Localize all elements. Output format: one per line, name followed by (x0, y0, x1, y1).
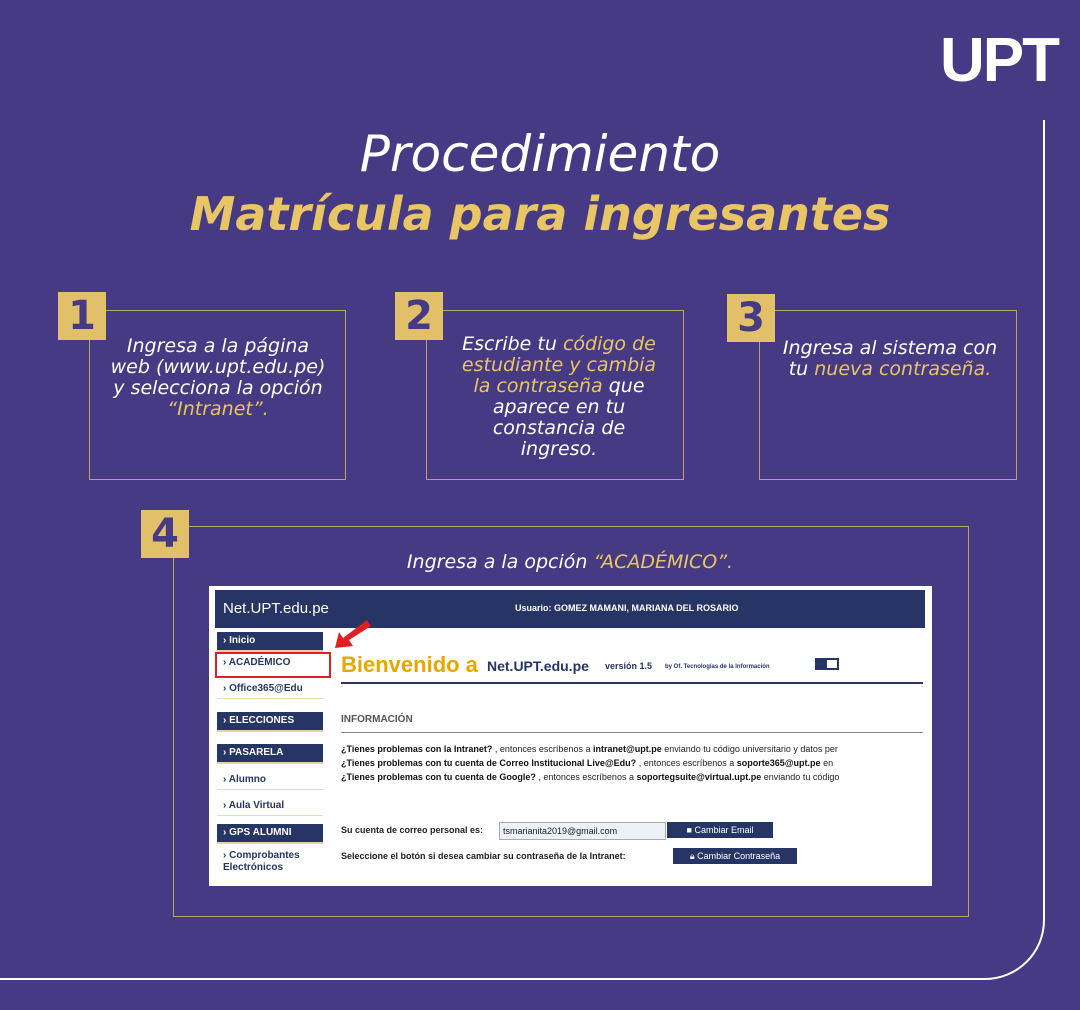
divider (341, 682, 923, 684)
problem-line: ¿Tienes problemas con la Intranet? , entonces escríbenos a intranet@upt.pe enviando tu código universitario y datos per (341, 744, 838, 754)
step-4-number: 4 (141, 510, 189, 558)
user-name: Usuario: GOMEZ MAMANI, MARIANA DEL ROSARIO (515, 603, 739, 613)
nav-aula-virtual[interactable]: › Aula Virtual (217, 797, 323, 816)
welcome-title: Bienvenido a (341, 652, 478, 677)
nav-academico[interactable]: › ACADÉMICO (223, 657, 291, 668)
upt-logo: UPT (940, 26, 1058, 95)
welcome-brand: Net.UPT.edu.pe (487, 658, 589, 674)
intranet-screenshot (209, 586, 932, 886)
highlight-box (215, 652, 331, 678)
email-field[interactable]: tsmarianita2019@gmail.com (499, 822, 666, 840)
email-label: Su cuenta de correo personal es: (341, 825, 484, 835)
problem-line: ¿Tienes problemas con tu cuenta de Google? , entonces escríbenos a soportegsuite@virtual.upt.pe enviando tu código (341, 772, 840, 782)
step-1-number: 1 (58, 292, 106, 340)
step-3-box (759, 310, 1017, 480)
change-email-button[interactable]: ■ Cambiar Email (667, 822, 773, 838)
page-title: Procedimiento (359, 125, 721, 183)
version-label: versión 1.5 (605, 661, 653, 671)
intranet-brand: Net.UPT.edu.pe (223, 600, 329, 617)
intranet-header (215, 590, 925, 628)
step-2-text: Escribe tu código de estudiante y cambia la contraseña que aparece en tu constancia de ingreso. (461, 333, 657, 460)
nav-gps-alumni[interactable]: › GPS ALUMNI (217, 824, 323, 844)
red-arrow-icon (331, 618, 371, 650)
nav-elecciones[interactable]: › ELECCIONES (217, 712, 323, 732)
step-3-number: 3 (727, 294, 775, 342)
divider (341, 732, 923, 733)
nav-alumno[interactable]: › Alumno (217, 771, 323, 790)
info-heading: INFORMACIÓN (341, 714, 413, 725)
step-2-number: 2 (395, 292, 443, 340)
problem-line: ¿Tienes problemas con tu cuenta de Correo Institucional Live@Edu? , entonces escríbenos a soporte365@upt.pe en (341, 758, 834, 768)
save-icon: ■ (686, 825, 692, 835)
by-label: by Of. Tecnologías de la Información (665, 664, 770, 670)
step-1-text: Ingresa a la página web (www.upt.edu.pe) y selecciona la opción “Intranet”. (110, 335, 326, 420)
nav-office365[interactable]: › Office365@Edu (217, 680, 323, 699)
nav-comprobantes[interactable]: › Comprobantes Electrónicos (223, 850, 300, 873)
toggle-icon[interactable] (815, 658, 839, 670)
change-password-button[interactable]: 🔒︎ Cambiar Contraseña (673, 848, 797, 864)
step-4-text: Ingresa a la opción “ACADÉMICO”. (406, 551, 734, 573)
nav-inicio[interactable]: › Inicio (217, 632, 323, 652)
lock-icon: 🔒︎ (689, 851, 695, 861)
nav-pasarela[interactable]: › PASARELA (217, 744, 323, 764)
page-subtitle: Matrícula para ingresantes (189, 187, 891, 241)
step-3-text: Ingresa al sistema con tu nueva contraseña. (782, 337, 998, 380)
password-label: Seleccione el botón si desea cambiar su contraseña de la Intranet: (341, 851, 626, 861)
